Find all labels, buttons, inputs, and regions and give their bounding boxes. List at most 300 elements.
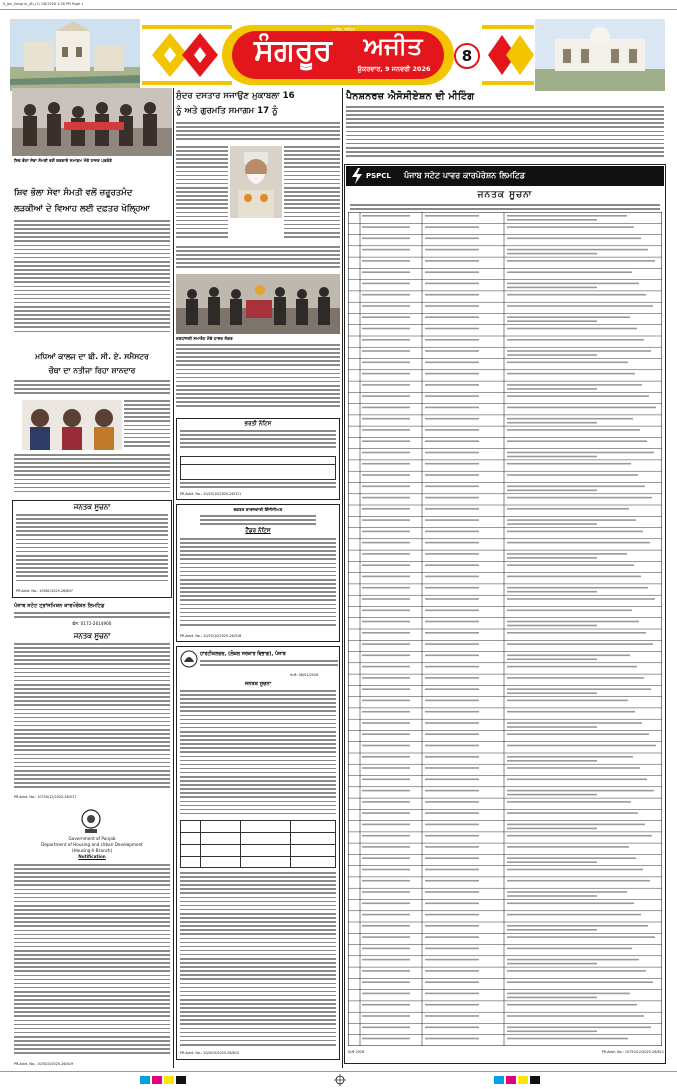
table-cell-text [507, 936, 655, 938]
table-cell-text [507, 997, 597, 999]
table-cell-text [425, 429, 479, 431]
table-cell-text [507, 598, 655, 600]
table-cell-text [425, 903, 479, 905]
table-cell-text [425, 384, 479, 386]
table-cell-text [507, 316, 630, 318]
table-cell-text [425, 914, 479, 916]
middle-ad-3-ref: PR-Advt. No.: 10/4/10/2025-26/615 [180, 1051, 240, 1055]
table-cell-text [425, 452, 479, 454]
table-cell-text [507, 993, 630, 995]
table-cell-text [362, 418, 410, 420]
table-cell-text [425, 677, 479, 679]
pspcl-footer-ref: PR-Advt. No.: 10750/12/2025-26/611 [601, 1050, 664, 1054]
table-cell-text [507, 497, 652, 499]
table-cell-text [507, 828, 597, 830]
table-cell-text [507, 846, 629, 848]
table-cell-text [507, 1004, 637, 1006]
punjab-emblem-icon [80, 808, 102, 834]
middle-ad-1-ref: PR-Advt. No.: 10/25/10/2025-26/311 [180, 492, 242, 496]
table-cell-text [507, 305, 653, 307]
table-cell-text [362, 756, 410, 758]
table-cell-text [425, 970, 479, 972]
color-registration-bar [140, 1074, 540, 1086]
table-cell-text [425, 655, 479, 657]
table-cell-text [362, 350, 410, 352]
middle-ad-3-table-col-3 [290, 820, 291, 868]
pspcl-notice-title: ਜਨਤਕ ਸੂਚਨਾ [477, 190, 533, 200]
table-cell-text [507, 666, 637, 668]
table-cell-text [425, 305, 479, 307]
lightning-icon [350, 168, 364, 184]
table-cell-text [362, 553, 410, 555]
table-cell-text [507, 733, 649, 735]
table-cell-text [425, 959, 479, 961]
table-cell-text [362, 542, 410, 544]
middle-ad-3-body [180, 690, 336, 818]
gov-line-4: Notification [78, 854, 106, 859]
table-cell-text [362, 981, 410, 983]
table-cell-text [362, 452, 410, 454]
middle-ad-3-address [200, 660, 338, 670]
middle-photo-caption: ਸ਼ਰਧਾਂਜਲੀ ਸਮਾਰੋਹ ਮੌਕੇ ਹਾਜ਼ਰ ਸੰਗਤ [176, 336, 233, 341]
table-cell-text [425, 711, 479, 713]
table-cell-text [507, 726, 597, 728]
table-cell-text [425, 283, 479, 285]
middle-ad-3-table-col-1 [200, 820, 201, 868]
table-cell-text [362, 260, 410, 262]
table-cell-text [362, 857, 410, 859]
table-cell-text [362, 1015, 410, 1017]
table-cell-text [362, 610, 410, 612]
middle-event-photo [176, 274, 340, 334]
table-cell-text [507, 688, 651, 690]
table-cell-text [507, 553, 627, 555]
table-cell-text [362, 497, 410, 499]
left-notice-1-body [16, 514, 168, 586]
table-cell-text [362, 564, 410, 566]
left-headline-2: ਲੜਕੀਆਂ ਦੇ ਵਿਆਹ ਲਈ ਦਫ਼ਤਰ ਖੋਲ੍ਹਿਆ [14, 204, 150, 214]
table-cell-text [362, 440, 410, 442]
middle-ad-1-footer [180, 482, 336, 490]
table-cell-text [507, 1027, 651, 1029]
table-cell-text [362, 677, 410, 679]
gov-line-2: Department of Housing and Urban Development [41, 842, 143, 847]
middle-article-body-a [176, 122, 340, 146]
table-cell-text [425, 880, 479, 882]
table-cell-text [507, 711, 635, 713]
table-cell-text [425, 745, 479, 747]
table-cell-text [507, 610, 632, 612]
table-cell-text [507, 700, 628, 702]
table-cell-text [362, 587, 410, 589]
table-cell-text [425, 666, 479, 668]
table-cell-text [425, 576, 479, 578]
table-cell-text [425, 418, 479, 420]
middle-ad-1-title: ਭਰਤੀ ਨੋਟਿਸ [244, 421, 272, 427]
right-article-body [346, 106, 664, 160]
right-headline: ਪੈਨਸ਼ਨਰਜ਼ ਐਸੋਸੀਏਸ਼ਨ ਦੀ ਮੀਟਿੰਗ [346, 91, 475, 102]
left-article-2-body-c [14, 454, 170, 496]
table-cell-text [507, 981, 653, 983]
table-cell-text [362, 733, 410, 735]
middle-headline-2: ਨੂੰ ਅਤੇ ਗੁਰਮਤਿ ਸਮਾਗਮ 17 ਨੂੰ [176, 106, 278, 116]
table-cell-text [362, 925, 410, 927]
middle-ad-3-terms [180, 872, 336, 1048]
table-cell-text [507, 970, 646, 972]
table-cell-text [507, 722, 642, 724]
left-photo-caption: ਸ਼ਿਵ ਭੋਲਾ ਸੇਵਾ ਸੰਮਤੀ ਵਲੋਂ ਕਰਵਾਏ ਸਮਾਗਮ ਮੌਕੇ ਹਾਜ਼ਰ ਪਤਵੰਤੇ [14, 158, 112, 163]
table-cell-text [507, 388, 597, 390]
table-cell-text [507, 1031, 597, 1033]
table-cell-text [425, 643, 479, 645]
table-cell-text [362, 486, 410, 488]
table-cell-text [425, 621, 479, 623]
table-cell-text [425, 936, 479, 938]
table-cell-text [507, 260, 655, 262]
table-cell-text [507, 625, 597, 627]
left-headline-3: ਮਧਿਆਂ ਕਾਲਜ ਦਾ ਬੀ. ਸੀ. ਏ. ਸਮੈਸਟਰ [35, 352, 149, 361]
table-cell-text [425, 1027, 479, 1029]
pspcl-table-grid [348, 212, 662, 1046]
table-cell-text [362, 238, 410, 240]
table-cell-text [362, 891, 410, 893]
table-cell-text [507, 677, 644, 679]
table-cell-text [425, 610, 479, 612]
table-cell-text [507, 219, 597, 221]
table-cell-text [425, 869, 479, 871]
table-cell-text [507, 271, 632, 273]
table-cell-text [425, 328, 479, 330]
table-cell-text [362, 869, 410, 871]
table-cell-text [507, 621, 639, 623]
table-cell-text [425, 891, 479, 893]
table-cell-text [507, 835, 652, 837]
table-cell-text [425, 779, 479, 781]
pstcl-title: ਪੰਜਾਬ ਸਟੇਟ ਟ੍ਰਾਂਸਮਿਸ਼ਨ ਕਾਰਪੋਰੇਸ਼ਨ ਲਿਮਟਿਡ [14, 603, 105, 609]
table-cell-text [362, 294, 410, 296]
masthead-date: ਸ਼ੁੱਕਰਵਾਰ, 9 ਜਨਵਰੀ 2026 [357, 65, 431, 73]
table-cell-text [362, 779, 410, 781]
table-cell-text [425, 632, 479, 634]
table-cell-text [507, 542, 650, 544]
table-cell-text [507, 659, 597, 661]
table-cell-text [507, 287, 597, 289]
table-cell-text [507, 903, 634, 905]
middle-article-body-b [176, 146, 228, 244]
middle-article-body-c [284, 146, 340, 244]
middle-ad-1-body [180, 430, 336, 454]
table-cell-text [362, 384, 410, 386]
table-cell-text [362, 1027, 410, 1029]
table-cell-text [425, 598, 479, 600]
table-cell-text [362, 395, 410, 397]
table-cell-text [425, 486, 479, 488]
masthead-title: ਸੰਗਰੂਰ [253, 33, 333, 68]
table-cell-text [507, 959, 639, 961]
table-cell-text [507, 418, 633, 420]
masthead [10, 19, 665, 91]
table-cell-text [362, 474, 410, 476]
table-cell-text [425, 824, 479, 826]
table-cell-text [362, 339, 410, 341]
left-notice-2-body [14, 643, 170, 793]
table-cell-text [507, 474, 638, 476]
table-cell-text [507, 801, 631, 803]
table-cell-text [507, 948, 632, 950]
table-cell-text [507, 362, 628, 364]
table-cell-text [362, 215, 410, 217]
table-cell-text [425, 407, 479, 409]
table-cell-text [425, 981, 479, 983]
table-cell-text [507, 794, 597, 796]
table-cell-text [425, 316, 479, 318]
table-cell-text [362, 519, 410, 521]
middle-article-body-e [176, 344, 340, 414]
table-cell-text [362, 936, 410, 938]
masthead-pattern-left [142, 19, 232, 91]
table-cell-text [425, 542, 479, 544]
middle-ad-1-table [180, 456, 336, 480]
table-cell-text [507, 895, 597, 897]
table-cell-text [425, 1004, 479, 1006]
table-cell-text [425, 362, 479, 364]
table-cell-text [362, 632, 410, 634]
table-cell-text [507, 519, 636, 521]
table-cell-text [507, 328, 637, 330]
table-cell-text [507, 215, 627, 217]
left-notice-2-title: ਜਨਤਕ ਸੂਚਨਾ [73, 632, 111, 640]
table-cell-text [362, 463, 410, 465]
table-cell-text [507, 422, 597, 424]
middle-ad-3-org: ਹਾਰਟੀਕਲਚਰ, (ਲੋਕਲ ਸਰਕਾਰ ਵਿਭਾਗ), ਪੰਜਾਬ [200, 652, 286, 657]
masthead-pattern-right [482, 19, 534, 91]
table-cell-text [362, 700, 410, 702]
table-cell-text [507, 692, 597, 694]
table-cell-text [425, 271, 479, 273]
table-cell-text [507, 253, 597, 255]
table-cell-text [425, 474, 479, 476]
table-cell-text [362, 226, 410, 228]
table-cell-text [362, 812, 410, 814]
table-cell-text [425, 260, 479, 262]
table-cell-text [425, 790, 479, 792]
table-cell-text [507, 523, 597, 525]
table-cell-text [507, 929, 597, 931]
table-cell-text [507, 779, 647, 781]
table-cell-text [507, 384, 642, 386]
table-cell-text [425, 531, 479, 533]
gov-line-1: Government of Punjab [68, 836, 116, 841]
table-cell-text [425, 733, 479, 735]
table-cell-text [507, 373, 635, 375]
table-cell-text [425, 564, 479, 566]
table-cell-text [507, 643, 653, 645]
table-cell-text [507, 812, 638, 814]
gov-notification-body [14, 864, 170, 1060]
table-cell-text [425, 339, 479, 341]
gov-line-3: (Housing-II Branch) [71, 848, 113, 853]
table-cell-text [362, 824, 410, 826]
table-cell-text [425, 508, 479, 510]
column-rule-1 [173, 88, 174, 1068]
gov-ref: PR-Advt. No.: 10/3/10/2025-26/419 [14, 1062, 74, 1066]
table-cell-text [507, 339, 644, 341]
table-cell-text [507, 587, 648, 589]
middle-ad-3-date: ਮਿਤੀ: 08/01/2026 [290, 673, 319, 677]
page-number: 8 [454, 43, 480, 69]
table-cell-text [507, 238, 641, 240]
table-cell-text [507, 745, 656, 747]
table-cell-text [507, 320, 597, 322]
table-cell-text [425, 993, 479, 995]
table-cell-text [362, 373, 410, 375]
table-cell-text [425, 587, 479, 589]
left-notice-1-ref: PR-Advt. No.: 10561/2025-26/807 [16, 589, 73, 593]
table-cell-text [425, 801, 479, 803]
table-cell-text [362, 531, 410, 533]
table-cell-text [362, 666, 410, 668]
table-cell-text [507, 350, 651, 352]
print-slug: 9_Jan_Sangrur_(8)-(1) 1/8/2026 1:28 PM Page 1 [3, 2, 84, 6]
table-cell-text [425, 925, 479, 927]
table-cell-text [507, 655, 630, 657]
middle-ad-3-table-rule-3 [180, 856, 336, 857]
table-cell-text [507, 531, 643, 533]
table-cell-text [425, 1015, 479, 1017]
middle-ad-2-body [180, 538, 336, 630]
table-cell-text [362, 767, 410, 769]
table-cell-text [507, 632, 646, 634]
pspcl-logo-text: PSPCL [366, 172, 391, 180]
middle-ad-2-ref: PR-Advt. No.: 10/25/10/2025-26/518 [180, 634, 242, 638]
table-cell-text [362, 1038, 410, 1040]
table-cell-text [425, 215, 479, 217]
table-cell-text [507, 963, 597, 965]
table-cell-text [507, 463, 631, 465]
middle-ad-3-table-col-2 [240, 820, 241, 868]
table-cell-text [507, 283, 639, 285]
table-cell-text [362, 835, 410, 837]
table-cell-text [362, 790, 410, 792]
table-cell-text [425, 756, 479, 758]
left-article-2-body-b [124, 400, 170, 450]
bottom-crop-line [0, 1071, 677, 1072]
table-cell-text [507, 1038, 628, 1040]
table-cell-text [362, 508, 410, 510]
left-headline-1: ਸ਼ਿਵ ਭੋਲਾ ਸੇਵਾ ਸੰਮਤੀ ਵਲੋਂ ਜ਼ਰੂਰਤਮੰਦ [14, 188, 133, 198]
table-cell-text [507, 249, 648, 251]
table-cell-text [425, 1038, 479, 1040]
table-cell-text [425, 553, 479, 555]
table-cell-text [362, 903, 410, 905]
table-cell-text [507, 429, 640, 431]
pspcl-table [348, 212, 662, 1046]
table-cell-text [362, 993, 410, 995]
left-article-2-body-a [14, 380, 170, 400]
table-cell-text [425, 948, 479, 950]
table-cell-text [507, 591, 597, 593]
middle-ad-2-title: ਦਫ਼ਤਰ ਕਾਰਜਕਾਰੀ ਇੰਜੀਨੀਅਰ [233, 507, 283, 512]
masthead-edition: ਅਜੀਤ, ਜਲੰਧਰ [332, 27, 355, 32]
table-cell-text [507, 395, 649, 397]
pstcl-phone: ਫੋਨ: 0172-2614900 [72, 621, 112, 626]
table-cell-text [362, 688, 410, 690]
table-cell-text [362, 1004, 410, 1006]
table-cell-text [425, 350, 479, 352]
table-cell-text [425, 812, 479, 814]
table-cell-text [362, 948, 410, 950]
table-cell-text [507, 756, 633, 758]
table-cell-text [507, 1015, 644, 1017]
table-cell-text [362, 407, 410, 409]
table-cell-text [362, 429, 410, 431]
table-cell-text [362, 914, 410, 916]
table-cell-text [507, 486, 645, 488]
table-cell-text [507, 857, 636, 859]
table-cell-text [507, 925, 648, 927]
pspcl-footer-left: ਮਿਤੀ 2026 [348, 1050, 365, 1054]
pstcl-address [14, 612, 170, 620]
table-cell-text [507, 861, 597, 863]
table-cell-text [362, 643, 410, 645]
middle-ad-2-address [200, 515, 316, 527]
table-cell-text [362, 722, 410, 724]
middle-ad-2-heading: ਟੈਂਡਰ ਨੋਟਿਸ [245, 528, 271, 534]
table-cell-text [425, 440, 479, 442]
table-cell-text [425, 857, 479, 859]
table-cell-text [425, 497, 479, 499]
left-headline-4: ਚੌਥਾ ਦਾ ਨਤੀਜਾ ਰਿਹਾ ਸ਼ਾਨਦਾਰ [48, 366, 136, 375]
table-cell-text [425, 226, 479, 228]
table-cell-text [507, 564, 634, 566]
masthead-left-image [10, 19, 140, 91]
table-cell-text [425, 700, 479, 702]
pspcl-intro [350, 204, 660, 212]
middle-article-body-d [176, 246, 340, 272]
masthead-brand: ਅਜੀਤ [363, 32, 423, 60]
table-cell-text [507, 508, 629, 510]
table-cell-text [507, 490, 597, 492]
table-cell-text [362, 598, 410, 600]
table-cell-text [362, 362, 410, 364]
middle-ad-3-title: ਜਨਤਕ ਸੂਚਨਾ [245, 681, 271, 687]
table-cell-text [362, 621, 410, 623]
table-cell-text [425, 373, 479, 375]
table-cell-text [507, 869, 643, 871]
table-cell-text [362, 576, 410, 578]
table-cell-text [362, 271, 410, 273]
table-cell-text [362, 801, 410, 803]
top-crop-line [0, 9, 677, 10]
middle-ad-3-table-rule-2 [180, 844, 336, 845]
table-cell-text [362, 305, 410, 307]
table-cell-text [507, 294, 646, 296]
table-cell-text [507, 557, 597, 559]
masthead-right-image [535, 19, 665, 91]
table-cell-text [362, 970, 410, 972]
table-cell-text [507, 824, 645, 826]
pspcl-title: ਪੰਜਾਬ ਸਟੇਟ ਪਾਵਰ ਕਾਰਪੋਰੇਸ਼ਨ ਲਿਮਟਿਡ [404, 171, 526, 180]
table-cell-text [425, 395, 479, 397]
table-cell-text [425, 846, 479, 848]
table-cell-text [507, 880, 650, 882]
table-cell-text [507, 407, 656, 409]
table-cell-text [362, 880, 410, 882]
table-cell-text [425, 238, 479, 240]
middle-headline-1: ਸੁੰਦਰ ਦਸਤਾਰ ਸਜਾਉਣ ਮੁਕਾਬਲਾ 16 [176, 91, 295, 101]
table-cell-text [507, 914, 641, 916]
table-cell-text [507, 354, 597, 356]
